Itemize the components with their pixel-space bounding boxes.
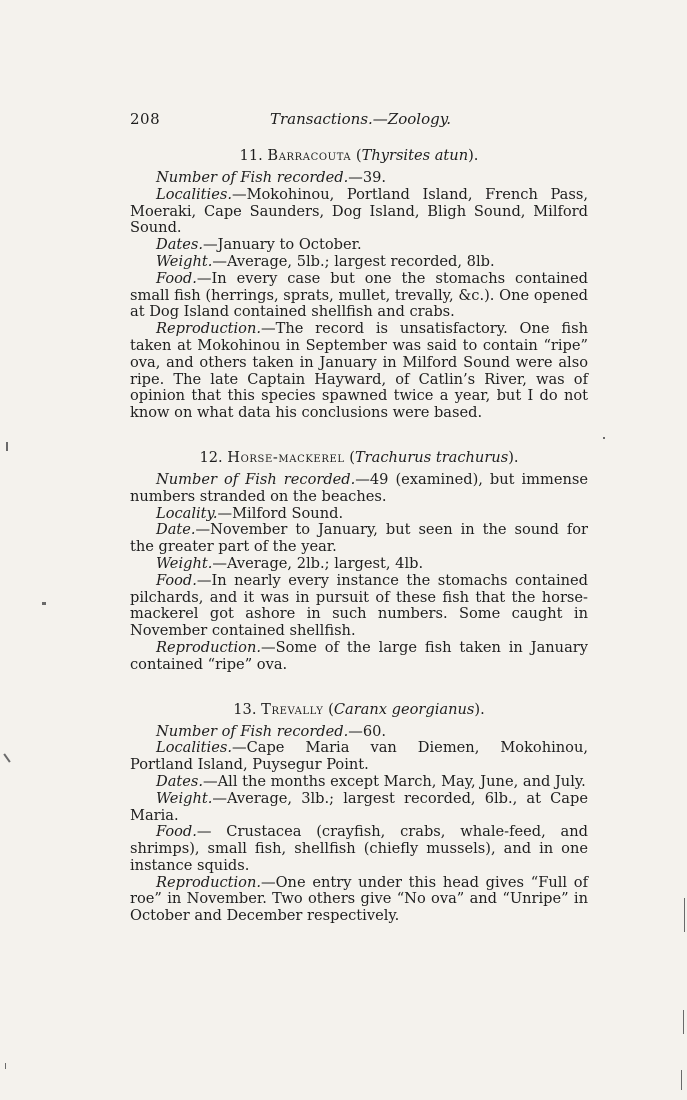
heading-name: Barracouta	[267, 147, 352, 164]
entry-reproduction: Reproduction.—Some of the large fish taken in January contained “ripe” ova.	[130, 638, 588, 673]
heading-name: Horse-mackerel	[227, 448, 345, 466]
section-trevally	[130, 700, 588, 926]
heading-latin: Caranx georgianus	[333, 700, 475, 718]
section-heading: 11. Barracouta (Thyrsites atun).	[239, 147, 479, 164]
scan-speck	[3, 753, 10, 762]
heading-name: Trevally	[261, 700, 324, 718]
entry-weight: Weight.—Average, 2lb.; largest, 4lb.	[156, 554, 424, 572]
section-gap	[130, 422, 588, 436]
section-heading: 13. Trevally (Caranx georgianus).	[233, 700, 485, 718]
entry-dates: Dates.—January to October.	[156, 236, 362, 254]
running-head	[130, 108, 588, 134]
scan-speck	[6, 442, 8, 451]
entry-number-recorded: Number of Fish recorded.—60.	[156, 722, 387, 740]
section-barracouta	[130, 146, 588, 422]
entry-reproduction: Reproduction.—One entry under this head gives “Full of roe” in November. Two others give “No ova” and “Unripe” in October and December respectively.	[130, 873, 588, 925]
section-heading: 12. Horse-mackerel (Trachurus trachurus).	[199, 448, 519, 466]
entry-localities: Localities.—Cape Maria van Diemen, Mokohinou, Portland Island, Puysegur Point.	[130, 739, 588, 774]
heading-latin: Thyrsites atun	[361, 147, 469, 164]
entry-weight: Weight.—Average, 5lb.; largest recorded, 8lb.	[156, 252, 495, 270]
entry-number-recorded: Number of Fish recorded.—39.	[156, 169, 387, 186]
document-page	[130, 108, 588, 925]
entry-localities: Localities.—Mokohinou, Portland Island, French Pass, Moeraki, Cape Saunders, Dog Island, Bligh Sound, Milford Sound.	[130, 185, 588, 237]
entry-date: Date.—November to January, but seen in the sound for the greater part of the year.	[130, 521, 588, 556]
heading-number: 12.	[199, 448, 223, 466]
scan-speck	[5, 1063, 6, 1069]
heading-number: 13.	[233, 700, 257, 718]
page-number: 208	[130, 110, 161, 128]
entry-food: Food.—In nearly every instance the stomachs contained pilchards, and it was in pursuit of these fish that the horse-mackerel got ashore in such numbers. Some caught in November contained shellfish.	[130, 571, 588, 640]
scan-speck	[603, 437, 605, 439]
heading-number: 11.	[239, 147, 263, 164]
entry-weight: Weight.—Average, 3lb.; largest recorded, 6lb., at Cape Maria.	[130, 789, 588, 824]
section-horse-mackerel	[130, 448, 588, 674]
scan-speck	[42, 602, 46, 605]
scan-edge-mark	[681, 1070, 682, 1090]
entry-dates: Dates.—All the months except March, May, June, and July.	[156, 772, 586, 790]
heading-latin: Trachurus trachurus	[354, 448, 509, 466]
entry-food: Food.—In every case but one the stomachs contained small fish (herrings, sprats, mullet, trevally, &c.). One opened at Dog Island contained shellfish and crabs.	[130, 269, 588, 321]
scan-edge-mark	[683, 1010, 684, 1034]
entry-locality: Locality.—Milford Sound.	[156, 504, 344, 522]
entry-food: Food.— Crustacea (crayfish, crabs, whale-feed, and shrimps), small fish, shellfish (chiefly mussels), and in one instance squids.	[130, 823, 588, 874]
section-gap	[130, 674, 588, 688]
entry-reproduction: Reproduction.—The record is unsatisfactory. One fish taken at Mokohinou in September was said to contain “ripe” ova, and others taken in January in Milford Sound were also ripe. The late Captain Hayward, of Catlin’s River, was of opinion that this species spawned twice a year, but I do not know on what data his conclusions were based.	[130, 320, 588, 422]
running-title: Transactions.—Zoology.	[270, 110, 451, 128]
entry-number-recorded: Number of Fish recorded.—49 (examined), but immense numbers stranded on the beaches.	[130, 470, 588, 505]
scan-edge-mark	[684, 898, 685, 932]
